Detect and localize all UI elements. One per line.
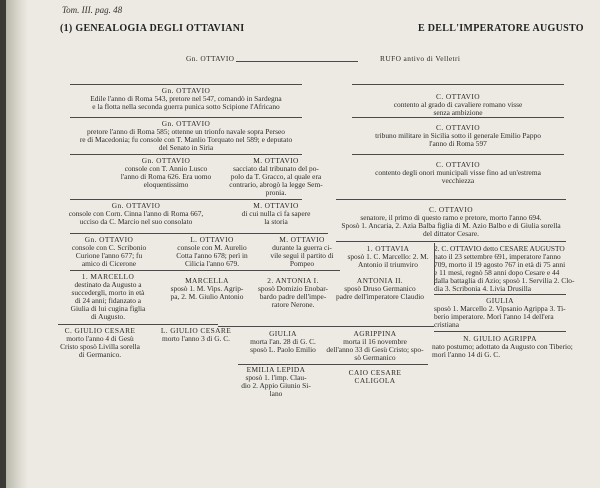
rule: [70, 233, 328, 234]
tome-page-ref: Tom. III. pag. 48: [62, 5, 123, 15]
rule: [70, 199, 302, 200]
rule: [352, 117, 564, 118]
gen5-left-c-name: M. OTTAVIO: [279, 235, 325, 244]
gen2-right-text: tribuno militare in Sicilia sotto il generale Emilio Pappo: [375, 131, 541, 140]
rule: [70, 117, 302, 118]
gen6-left-a-text: di Augusto.: [90, 312, 126, 321]
gen2-left-text: pretore l'anno di Roma 585; ottenne un trionfo navale sopra Perseo: [87, 127, 285, 136]
gen1-right-name: C. OTTAVIO: [436, 92, 480, 101]
gen6-right-name: GIULIA: [486, 296, 514, 305]
gen4-left-a-text: console con Corn. Cinna l'anno di Roma 667,: [68, 209, 204, 218]
gen3-left-a-name: Gn. OTTAVIO: [141, 156, 191, 165]
gen6-left-a-text: destinato da Augusto a: [74, 280, 142, 289]
gen2-right-name: C. OTTAVIO: [436, 123, 480, 132]
rule: [58, 324, 218, 325]
gen4-left-a-name: Gn. OTTAVIO: [111, 201, 161, 210]
gen3-left-b-text: polo da T. Gracco, al quale era: [230, 172, 322, 181]
gen7-left-d-text: morta il 16 novembre: [343, 337, 407, 346]
gen4-right-name: C. OTTAVIO: [429, 205, 473, 214]
rule: [336, 199, 566, 200]
gen2-left-text: re di Macedonia; fu console con T. Manlio Torquato nel 589; e deputato: [79, 135, 293, 144]
gen3-left-b-text: sacciato dal tribunato del po-: [233, 164, 319, 173]
gen8-a-text: sposò 1. l'imp. Clau-: [245, 373, 307, 382]
gen3-left-b-text: contrario, abrogò la legge Sem-: [229, 180, 323, 189]
title-left: (1) GENEALOGIA DEGLI OTTAVIANI: [60, 23, 245, 34]
gen6-left-a-text: succedergli, morto in età: [71, 288, 145, 297]
gen5-left-a-text: amico di Cicerone: [81, 259, 137, 268]
gen6-left-c-name: 2. ANTONIA I.: [267, 276, 319, 285]
gen5-right-b-text: dia 3. Scribonia 4. Livia Drusilla: [434, 284, 532, 293]
gen5-right-b-text: e 11 mesi, regnò 58 anni dopo Cesare e 44: [434, 268, 560, 277]
gen6-left-b-name: MARCELLA: [185, 276, 229, 285]
gen2-left-text: del Senato in Siria: [158, 143, 214, 152]
rule: [434, 331, 566, 332]
page: [6, 0, 600, 488]
gen7-left-a-text: di Germanico.: [78, 350, 122, 359]
gen5-right-b-text: nato il 23 settembre 691, imperatore l'anno: [434, 252, 561, 261]
rule: [352, 84, 564, 85]
gen7-left-d-name: AGRIPPINA: [353, 329, 397, 338]
rule: [70, 84, 302, 85]
gen6-left-d-text: sposò Druso Germanico: [344, 284, 416, 293]
gen5-left-a-text: Curione l'anno 677; fu: [75, 251, 143, 260]
gen4-left-b-text: di cui nulla ci fa sapere: [241, 209, 311, 218]
gen1-right-text: contento al grado di cavaliere romano visse: [393, 100, 523, 109]
top-right-name: RUFO antivo di Velletri: [380, 54, 461, 63]
gen3-right-text: contento degli onori municipali visse fino ad un'estrema: [375, 168, 541, 177]
gen3-left-a-text: console con T. Annio Lusco: [124, 164, 208, 173]
gen5-left-c-text: Pompeo: [289, 259, 315, 268]
gen4-right-text: del dittator Cesare.: [422, 229, 480, 238]
gen3-left-a-text: eloquentissimo: [143, 180, 189, 189]
gen5-right-a-text: sposò 1. C. Marcello: 2. M.: [347, 252, 429, 261]
gen5-right-b-name: 2. C. OTTAVIO detto CESARE AUGUSTO: [434, 244, 565, 253]
gen6-left-d-text: padre dell'imperatore Claudio: [336, 292, 424, 301]
gen6-left-a-name: 1. MARCELLO: [81, 272, 135, 281]
gen3-left-b-name: M. OTTAVIO: [253, 156, 299, 165]
title-right: E DELL'IMPERATORE AUGUSTO: [418, 23, 584, 34]
gen5-left-b-text: Cilicia l'anno 679.: [184, 259, 240, 268]
gen6-left-b-text: sposò 1. M. Vips. Agrip-: [170, 284, 244, 293]
gen7-left-c-text: sposò L. Paolo Emilio: [250, 345, 316, 354]
gen7-right-name: N. GIULIO AGRIPPA: [463, 334, 537, 343]
gen5-left-c-text: durante la guerra ci-: [272, 243, 332, 252]
gen3-right-text: vecchiezza: [441, 176, 475, 185]
gen8-a-text: lano: [269, 389, 283, 398]
gen7-left-a-text: Cristo sposò Livilla sorella: [60, 342, 140, 351]
gen7-left-d-text: dell'anno 33 di Gesù Cristo; spo-: [326, 345, 424, 354]
gen8-b-text: CALIGOLA: [354, 376, 396, 385]
gen6-left-c-text: bardo padre dell'impe-: [259, 292, 327, 301]
gen5-right-b-text: 709, morto il 19 agosto 767 in età di 75 anni: [434, 260, 566, 269]
gen4-left-b-name: M. OTTAVIO: [253, 201, 299, 210]
gen5-right-a-text: Antonio il triumviro: [358, 260, 418, 269]
rule-vertical: [434, 243, 435, 285]
gen4-right-text: senatore, il primo di questo ramo e pretore, morto l'anno 694.: [360, 213, 542, 222]
gen4-right-text: Sposò 1. Ancaria, 2. Azia Balba figlia di M. Azio Balbo e di Giulia sorella: [341, 221, 561, 230]
rule: [434, 294, 566, 295]
gen7-left-a-text: morto l'anno 4 di Gesù: [66, 334, 134, 343]
top-marriage-line: [236, 61, 358, 62]
gen6-left-c-text: ratore Nerone.: [271, 300, 315, 309]
gen1-right-text: senza ambizione: [433, 108, 483, 117]
gen6-left-b-text: pa, 2. M. Giulio Antonio: [170, 292, 244, 301]
rule: [70, 270, 340, 271]
gen1-left-name: Gn. OTTAVIO: [161, 86, 211, 95]
gen8-a-text: dio 2. Appio Giunio Si-: [241, 381, 311, 390]
gen7-right-text: morì l'anno 14 di G. C.: [432, 350, 501, 359]
gen7-left-c-text: morta l'an. 28 di G. C.: [250, 337, 316, 346]
gen5-right-a-name: 1. OTTAVIA: [366, 244, 410, 253]
gen3-right-name: C. OTTAVIO: [436, 160, 480, 169]
gen6-right-text: cristiana: [434, 320, 460, 329]
gen5-right-b-text: dalla battaglia di Azio; sposò 1. Servilia 2. Clo-: [434, 276, 575, 285]
top-left-name: Gn. OTTAVIO: [186, 54, 235, 63]
gen7-right-text: nato postumo; adottato da Augusto con Tiberio;: [432, 342, 573, 351]
gen7-left-b-name: L. GIULIO CESARE: [160, 326, 232, 335]
gen7-left-a-name: C. GIULIO CESARE: [64, 326, 136, 335]
gen1-left-text: Edile l'anno di Roma 543, pretore nel 547, comandò in Sardegna: [90, 94, 282, 103]
gen6-left-c-text: sposò Domizio Enobar-: [257, 284, 329, 293]
gen5-left-c-text: vile seguì il partito di: [270, 251, 334, 260]
gen5-left-b-name: L. OTTAVIO: [190, 235, 234, 244]
gen4-left-a-text: ucciso da C. Marcio nel suo consolato: [79, 217, 193, 226]
gen2-left-name: Gn. OTTAVIO: [161, 119, 211, 128]
gen8-a-name: EMILIA LEPIDA: [246, 365, 306, 374]
rule: [352, 154, 564, 155]
gen3-left-b-text: pronia.: [265, 188, 287, 197]
gen1-left-text: e la flotta nella seconda guerra punica sotto Scipione l'Africano: [92, 102, 280, 111]
gen3-left-a-text: l'anno di Roma 626. Era uomo: [120, 172, 212, 181]
gen6-left-d-name: ANTONIA II.: [356, 276, 404, 285]
gen6-right-text: berio imperatore. Morì l'anno 14 dell'era: [434, 312, 554, 321]
gen4-left-b-text: la storia: [264, 217, 288, 226]
gen6-left-a-text: Giulia di lui cugina figlia: [70, 304, 146, 313]
gen7-left-d-text: sò Germanico: [354, 353, 396, 362]
gen7-left-b-text: morto l'anno 3 di G. C.: [161, 334, 231, 343]
gen6-left-a-text: di 24 anni; fidanzato a: [74, 296, 142, 305]
gen2-right-text: l'anno di Roma 597: [429, 139, 487, 148]
gen8-b-name: CAIO CESARE: [348, 368, 402, 377]
gen5-left-a-name: Gn. OTTAVIO: [84, 235, 134, 244]
gen5-left-a-text: console con C. Scribonio: [71, 243, 147, 252]
gen5-left-b-text: console con M. Aurelio: [177, 243, 247, 252]
rule: [70, 154, 302, 155]
gen6-right-text: sposò 1. Marcello 2. Vipsanio Agrippa 3. Ti-: [434, 304, 566, 313]
gen5-left-b-text: Cotta l'anno 678; perì in: [176, 251, 248, 260]
rule: [336, 241, 566, 242]
rule: [218, 326, 434, 327]
gen7-left-c-name: GIULIA: [269, 329, 297, 338]
